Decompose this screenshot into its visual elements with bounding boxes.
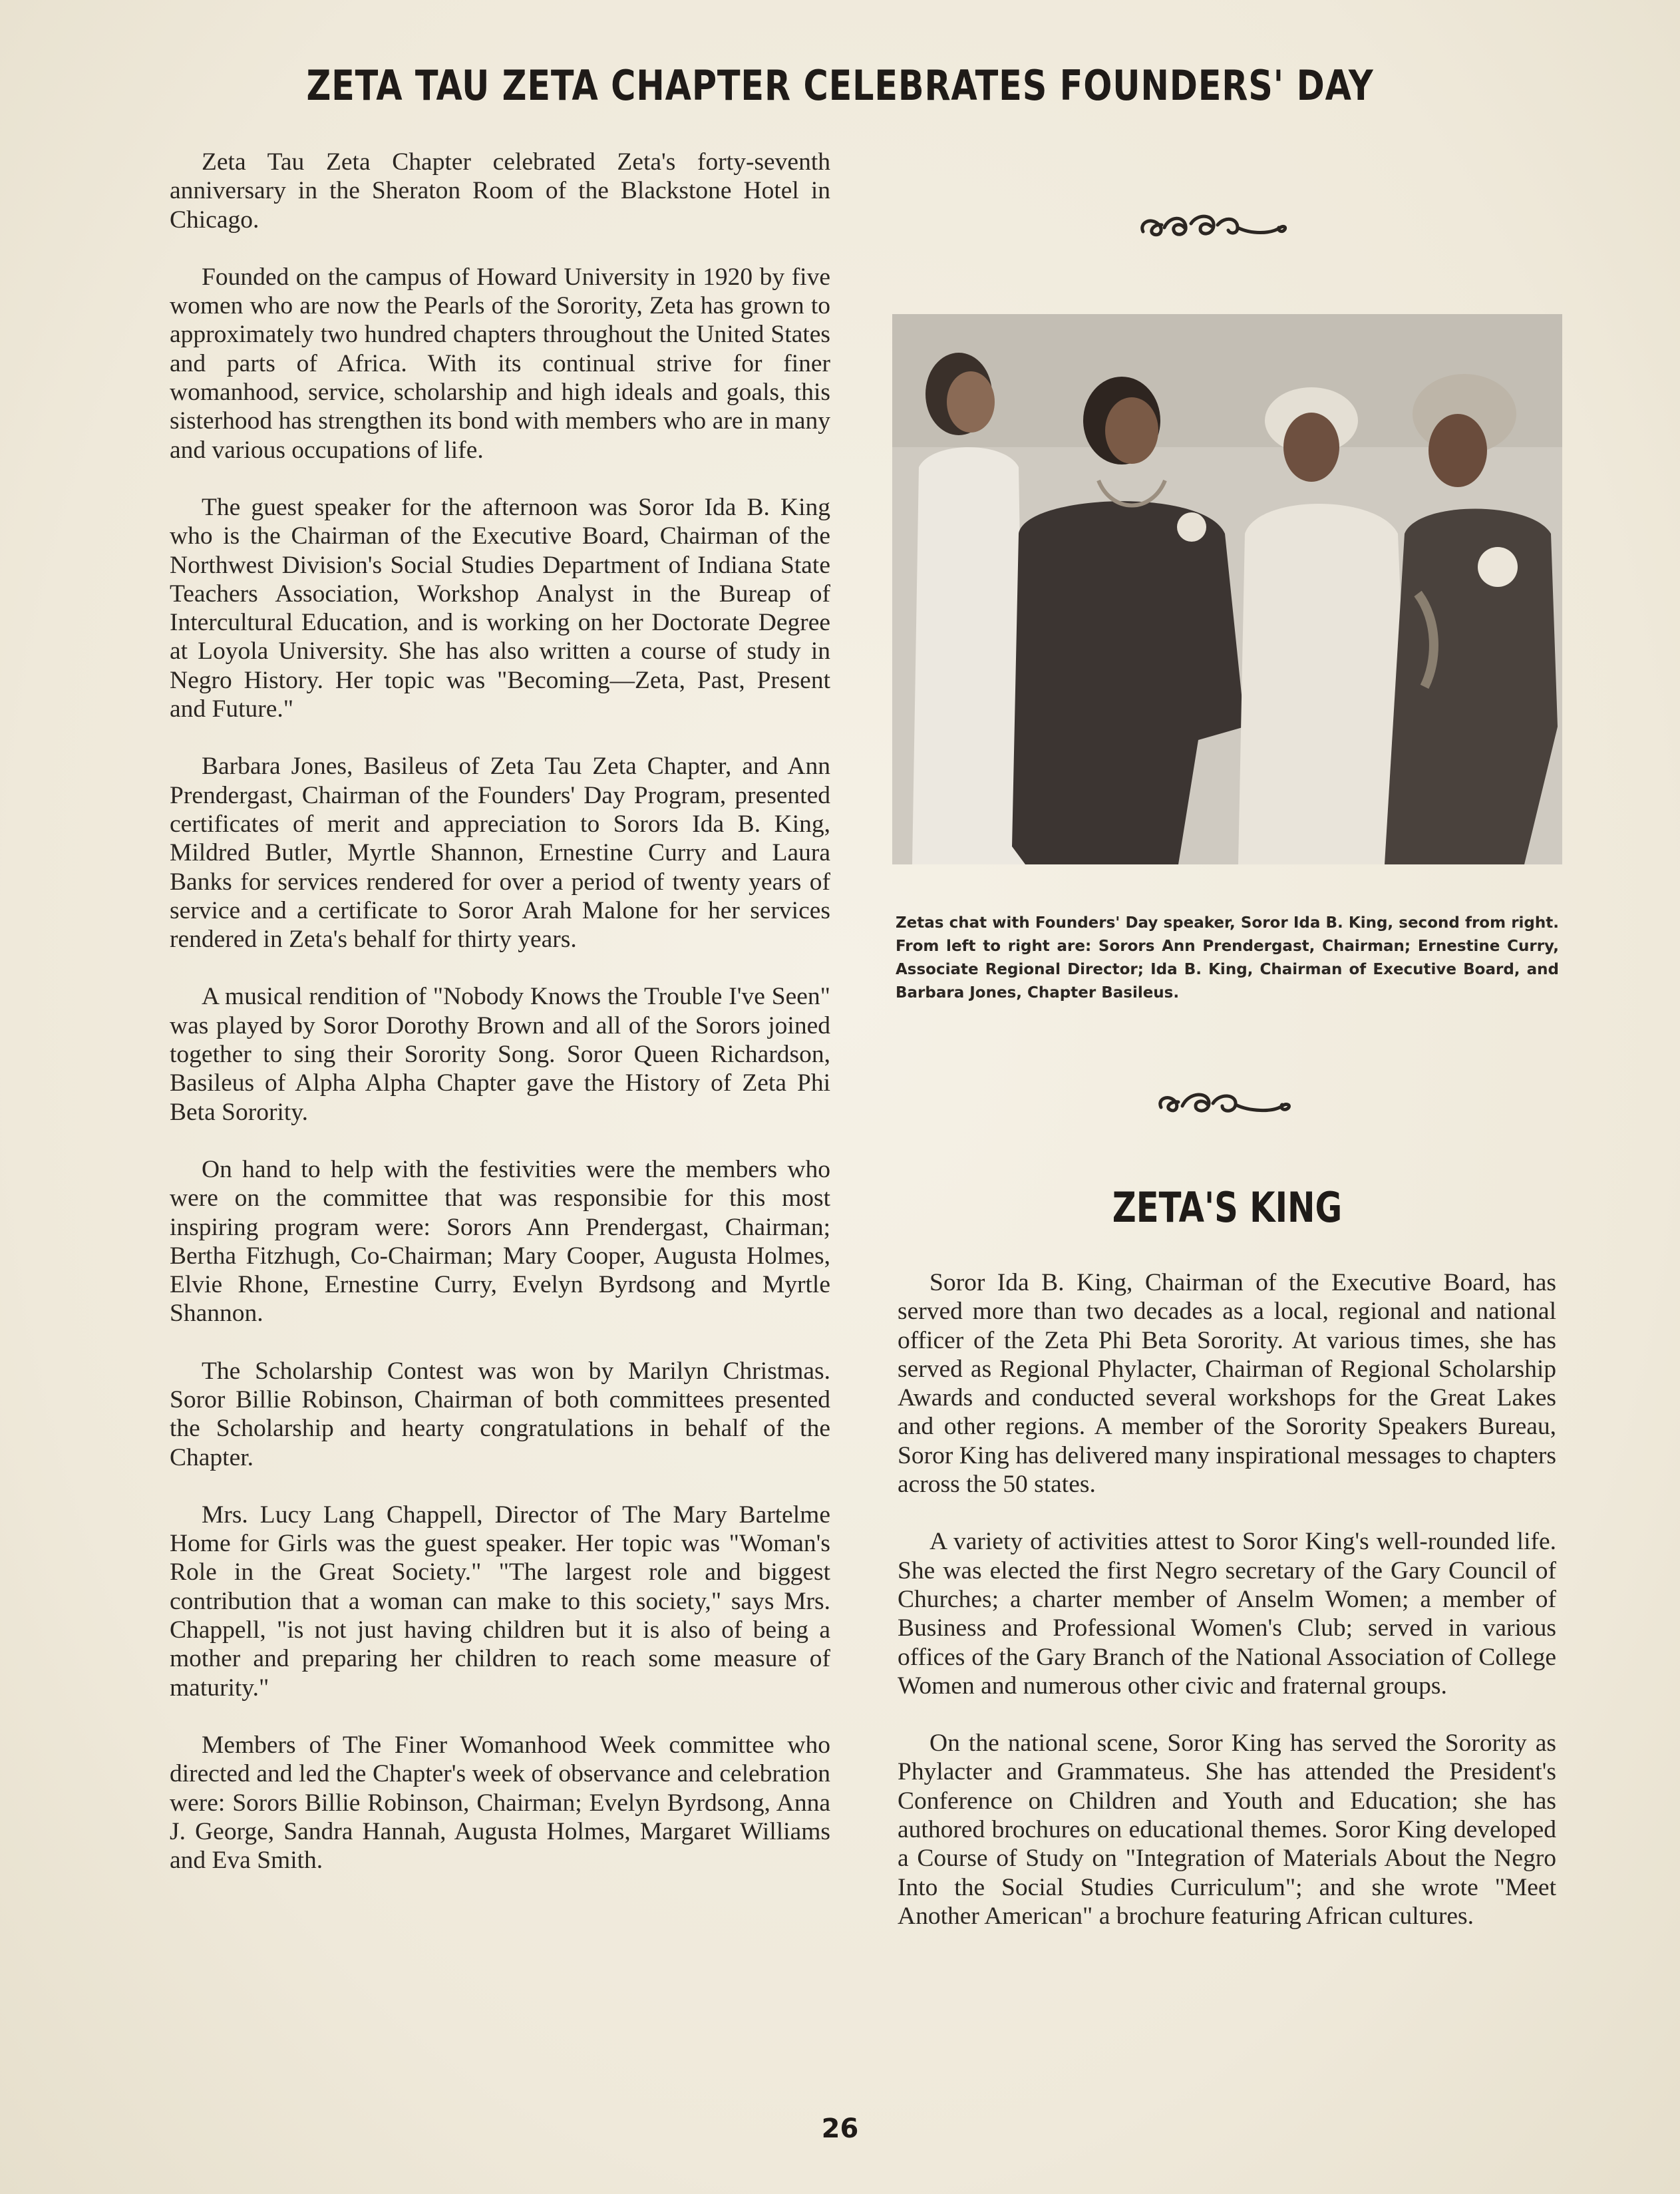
article-paragraph: Barbara Jones, Basileus of Zeta Tau Zeta Chapter, and Ann Prendergast, Chairman of the Founders' Day Program, presented certificates of merit and appreciation to Sorors Ida B. King, Mildred Butler, Myrtle Shannon, Ernestine Curry and Laura Banks for services rendered for over a period of twenty years of service and a certificate to Soror Arah Malone for her services rendered in Zeta's behalf for thirty years. bbox=[170, 753, 830, 954]
page-title: ZETA TAU ZETA CHAPTER CELEBRATES FOUNDERS' DAY bbox=[306, 61, 1374, 110]
article-paragraph: The guest speaker for the afternoon was Soror Ida B. King who is the Chairman of the Executive Board, Chairman of the Northwest Division's Social Studies Department of Indiana State Teachers Association, Workshop Analyst in the Bureap of Intercultural Education, and is working on her Doctorate Degree at Loyola University. She has also written a course of study in Negro History. Her topic was "Becoming—Zeta, Past, Present and Future." bbox=[170, 493, 830, 723]
group-photo bbox=[892, 314, 1562, 864]
section-title: ZETA'S KING bbox=[1112, 1183, 1343, 1232]
photo-illustration bbox=[892, 314, 1562, 864]
article-paragraph: On hand to help with the festivities were the members who were on the committee that was responsibie for this most inspiring program were: Sorors Ann Prendergast, Chairman; Bertha Fitzhugh, Co-Chairman; Mary Cooper, Augusta Holmes, Elvie Rhone, Ernestine Curry, Evelyn Byrdsong and Myrtle Shannon. bbox=[170, 1155, 830, 1328]
article-paragraph: Founded on the campus of Howard University in 1920 by five women who are now the Pearls of the Sorority, Zeta has grown to approximately two hundred chapters throughout the United States and parts of Africa. With its continual strive for finer womanhood, service, scholarship and high ideals and goals, this sisterhood has strengthen its bond with members who are in many and various occupations of life. bbox=[170, 263, 830, 464]
article-paragraph: Zeta Tau Zeta Chapter celebrated Zeta's forty-seventh anniversary in the Sheraton Room of the Blackstone Hotel in Chicago. bbox=[170, 148, 830, 234]
article-paragraph: A variety of activities attest to Soror King's well-rounded life. She was elected the first Negro secretary of the Gary Council of Churches; a charter member of Anselm Women; a member of Business and Professional Women's Club; served in various offices of the Gary Branch of the National Association of College Women and numerous other civic and fraternal groups. bbox=[898, 1528, 1556, 1700]
article-paragraph: Soror Ida B. King, Chairman of the Executive Board, has served more than two decades as a local, regional and national officer of the Zeta Phi Beta Sorority. At various times, she has served as Regional Phylacter, Chairman of Regional Scholarship Awards and conducted several workshops for the Great Lakes and other regions. A member of the Sorority Speakers Bureau, Soror King has delivered many inspirational messages to chapters across the 50 states. bbox=[898, 1269, 1556, 1499]
article-paragraph: The Scholarship Contest was won by Marilyn Christmas. Soror Billie Robinson, Chairman of both committees presented the Scholarship and hearty congratulations in behalf of the Chapter. bbox=[170, 1357, 830, 1471]
page-number: 26 bbox=[821, 2113, 859, 2144]
article-paragraph: Members of The Finer Womanhood Week committee who directed and led the Chapter's week of observance and celebration were: Sorors Billie Robinson, Chairman; Evelyn Byrdsong, Anna J. George, Sandra Hannah, Augusta Holmes, Margaret Williams and Eva Smith. bbox=[170, 1731, 830, 1875]
article-paragraph: Mrs. Lucy Lang Chappell, Director of The Mary Bartelme Home for Girls was the guest speaker. Her topic was "Woman's Role in the Great Society." "The largest role and biggest contribution that a woman can make to this society," says Mrs. Chappell, "is not just having children but it is also of being a mother and preparing her children to reach some measure of maturity." bbox=[170, 1501, 830, 1702]
article-paragraph: On the national scene, Soror King has served the Sorority as Phylacter and Grammateus. She has attended the President's Conference on Children and Youth and Education; she has authored brochures on educational themes. Soror King developed a Course of Study on "Integration of Materials About the Negro Into the Social Studies Curriculum"; and she wrote "Meet Another American" a brochure featuring African cultures. bbox=[898, 1730, 1556, 1930]
article-left-column bbox=[170, 148, 830, 1903]
article-paragraph: A musical rendition of "Nobody Knows the Trouble I've Seen" was played by Soror Dorothy Brown and all of the Sorors joined together to sing their Sorority Song. Soror Queen Richardson, Basileus of Alpha Alpha Chapter gave the History of Zeta Phi Beta Sorority. bbox=[170, 983, 830, 1126]
scroll-ornament-middle bbox=[1156, 1086, 1298, 1118]
photo-caption: Zetas chat with Founders' Day speaker, Soror Ida B. King, second from right. From left to right are: Sorors Ann Prendergast, Chairman; Ernestine Curry, Associate Regional Director; Ida B. King, Chairman of Executive Board, and Barbara Jones, Chapter Basileus. bbox=[896, 914, 1559, 1002]
scroll-ornament-top bbox=[1138, 208, 1291, 242]
article-right-column bbox=[898, 1268, 1556, 1959]
